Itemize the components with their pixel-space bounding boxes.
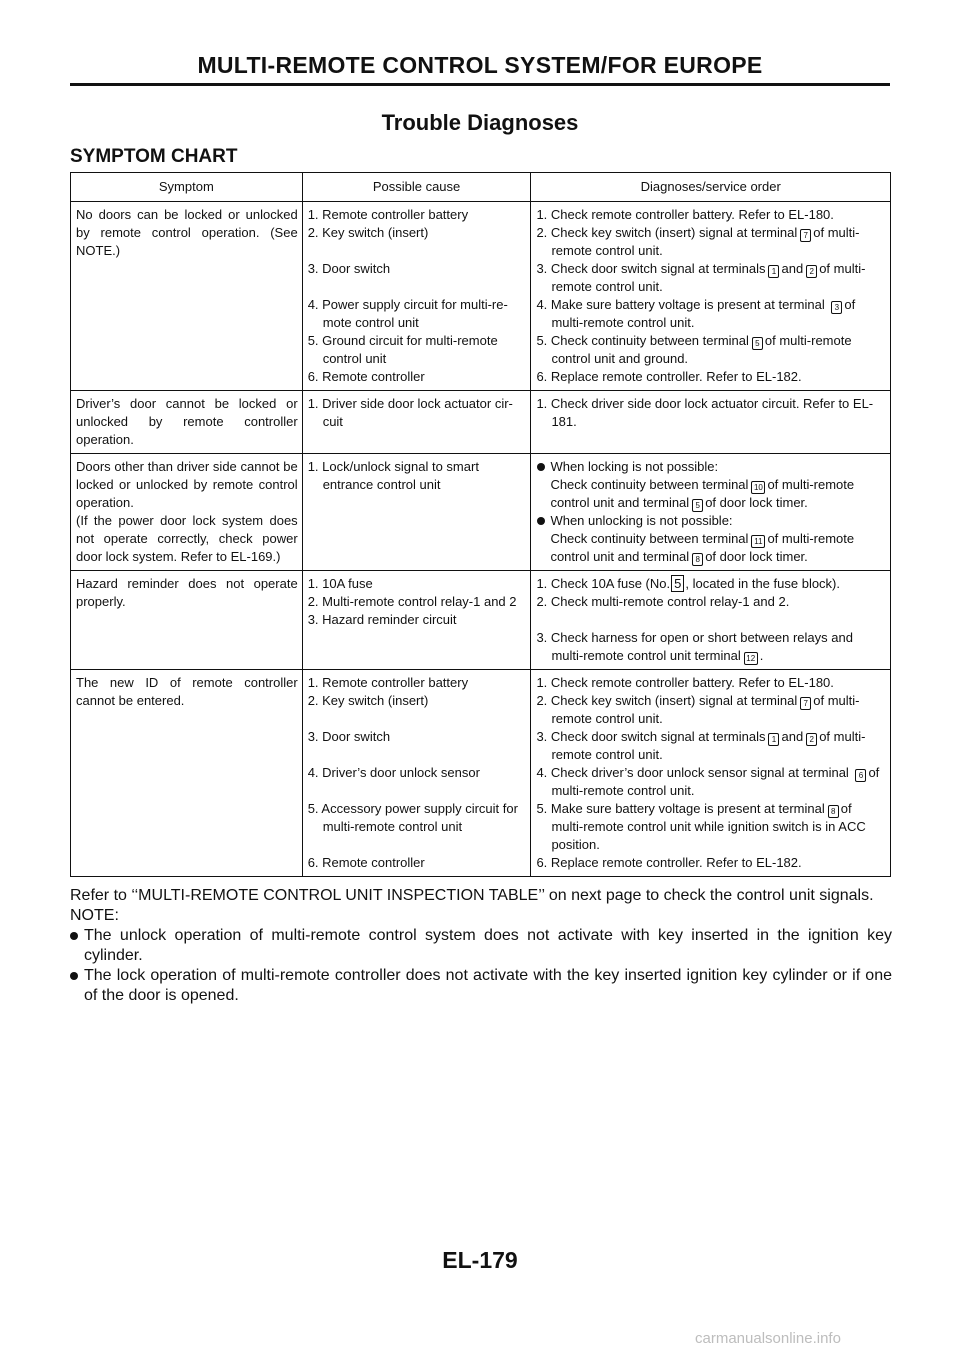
table-row — [71, 454, 891, 571]
cause-item: 1. Remote controller battery — [307, 207, 469, 222]
terminal-2-icon: 2 — [806, 265, 817, 278]
cause-cell — [302, 391, 531, 454]
cause-item: 1. Driver side door lock actuator circuit — [307, 396, 513, 429]
page-header: MULTI-REMOTE CONTROL SYSTEM/FOR EUROPE — [197, 52, 763, 78]
bullet-item: When locking is not possible: Check continuity between terminal 10 of multi-remote control unit and terminal 5 of door lock timer. — [536, 458, 886, 512]
table-row — [71, 571, 891, 670]
diagnosis-cell — [531, 391, 891, 454]
diagnosis-item: 5. Make sure battery voltage is present at terminal 8 of multi-remote control unit while ignition switch is in ACC position. — [536, 801, 866, 852]
note-item: The lock operation of multi-remote controller does not activate with the key inserted ignition key cylinder or if one of the door is opened. — [70, 966, 892, 1006]
symptom-cell: Doors other than driver side cannot be locked or unlocked by remote control operation. (If the power door lock system does not operate correctly, check power door lock system. Refer to EL-169.) — [71, 454, 303, 571]
cause-item: 2. Key switch (insert) — [307, 693, 429, 708]
diagnosis-item: 3. Check harness for open or short between relays and multi-remote control unit terminal 12 . — [536, 630, 853, 663]
symptom-cell: Driver’s door cannot be locked or unlocked by remote controller operation. — [71, 391, 303, 454]
bullet-icon — [537, 463, 545, 471]
notes-section — [70, 886, 892, 1006]
diagnosis-item: 2. Check key switch (insert) signal at terminal 7 of multi-remote control unit. — [536, 693, 860, 726]
cause-cell — [302, 454, 531, 571]
fuse-number-box: 5 — [671, 575, 684, 592]
diagnosis-cell — [531, 202, 891, 391]
diagnosis-item: 2. Check key switch (insert) signal at terminal 7 of multi-remote control unit. — [536, 225, 860, 258]
diagnosis-item: 1. Check remote controller battery. Refer to EL-180. — [536, 675, 834, 690]
cause-item: 4. Driver’s door unlock sensor — [307, 765, 480, 780]
diagnosis-item: 1. Check remote controller battery. Refer to EL-180. — [536, 207, 834, 222]
terminal-12-icon: 12 — [744, 652, 758, 665]
cause-item: 3. Hazard reminder circuit — [307, 612, 457, 627]
diagnosis-item: 5. Check continuity between terminal 5 of multi-remote control unit and ground. — [536, 333, 852, 366]
diagnosis-item: 2. Check multi-remote control relay-1 and 2. — [536, 594, 790, 609]
terminal-1-icon: 1 — [768, 265, 779, 278]
terminal-6-icon: 6 — [855, 769, 866, 782]
header-symptom: Symptom — [71, 173, 303, 202]
bullet-icon — [537, 517, 545, 525]
terminal-5-icon: 5 — [692, 499, 703, 512]
diagnosis-item: 6. Replace remote controller. Refer to EL-182. — [536, 369, 802, 384]
cause-item: 2. Multi-remote control relay-1 and 2 — [307, 594, 517, 609]
terminal-2-icon: 2 — [806, 733, 817, 746]
note-item: The unlock operation of multi-remote control system does not activate with key inserted in the ignition key cylinder. — [70, 926, 892, 966]
cause-item: 5. Accessory power supply circuit for multi-remote control unit — [307, 801, 518, 834]
diagnosis-item: 6. Replace remote controller. Refer to EL-182. — [536, 855, 802, 870]
diagnosis-cell — [531, 571, 891, 670]
watermark: carmanualsonline.info — [695, 1330, 841, 1347]
diagnosis-item: 3. Check door switch signal at terminals 1 and 2 of multi-remote control unit. — [536, 729, 866, 762]
note-label: NOTE: — [70, 907, 119, 924]
terminal-7-icon: 7 — [800, 697, 811, 710]
header-possible-cause: Possible cause — [302, 173, 531, 202]
cause-item: 2. Key switch (insert) — [307, 225, 429, 240]
cause-item: 6. Remote controller — [307, 855, 425, 870]
cause-item: 3. Door switch — [307, 729, 391, 744]
bullet-icon — [70, 932, 78, 940]
bullet-item: When unlocking is not possible: Check continuity between terminal 11 of multi-remote control unit and terminal 8 of door lock timer. — [536, 512, 886, 566]
cause-item: 6. Remote controller — [307, 369, 425, 384]
cause-item: 3. Door switch — [307, 261, 391, 276]
page-number: EL-179 — [442, 1247, 518, 1273]
cause-item: 4. Power supply circuit for multi-remote control unit — [307, 297, 508, 330]
diagnosis-item: 3. Check door switch signal at terminals 1 and 2 of multi-remote control unit. — [536, 261, 866, 294]
table-row — [71, 202, 891, 391]
terminal-11-icon: 11 — [751, 535, 765, 548]
cause-cell — [302, 670, 531, 877]
cause-cell — [302, 202, 531, 391]
cause-item: 1. 10A fuse — [307, 576, 373, 591]
diagnosis-item: 1. Check driver side door lock actuator circuit. Refer to EL-181. — [536, 396, 874, 429]
header-rule — [70, 83, 890, 86]
section-subtitle: SYMPTOM CHART — [70, 146, 238, 167]
diagnosis-cell — [531, 670, 891, 877]
symptom-cell: Hazard reminder does not operate properly. — [71, 571, 303, 670]
diagnosis-item: 4. Make sure battery voltage is present at terminal 3 of multi-remote control unit. — [536, 297, 856, 330]
bullet-icon — [70, 972, 78, 980]
table-row — [71, 391, 891, 454]
terminal-3-icon: 3 — [831, 301, 842, 314]
cause-cell — [302, 571, 531, 670]
refer-text: Refer to ‘‘MULTI-REMOTE CONTROL UNIT INSPECTION TABLE’’ on next page to check the control unit signals. — [70, 887, 874, 904]
terminal-8-icon: 8 — [828, 805, 839, 818]
diagnosis-cell — [531, 454, 891, 571]
cause-item: 5. Ground circuit for multi-remote control unit — [307, 333, 498, 366]
terminal-7-icon: 7 — [800, 229, 811, 242]
symptom-cell: No doors can be locked or unlocked by remote control operation. (See NOTE.) — [71, 202, 303, 391]
cause-item: 1. Lock/unlock signal to smart entrance control unit — [307, 459, 479, 492]
symptom-chart-table — [70, 172, 891, 877]
header-diagnoses: Diagnoses/service order — [531, 173, 891, 202]
diagnosis-item: 1. Check 10A fuse (No. 5 , located in the fuse block). — [536, 576, 841, 591]
terminal-8-icon: 8 — [692, 553, 703, 566]
page-title: Trouble Diagnoses — [381, 110, 579, 135]
symptom-cell: The new ID of remote controller cannot be entered. — [71, 670, 303, 877]
terminal-10-icon: 10 — [751, 481, 765, 494]
terminal-1-icon: 1 — [768, 733, 779, 746]
cause-item: 1. Remote controller battery — [307, 675, 469, 690]
diagnosis-item: 4. Check driver’s door unlock sensor signal at terminal 6 of multi-remote control unit. — [536, 765, 880, 798]
table-header-row — [71, 173, 891, 202]
table-row — [71, 670, 891, 877]
terminal-5-icon: 5 — [752, 337, 763, 350]
